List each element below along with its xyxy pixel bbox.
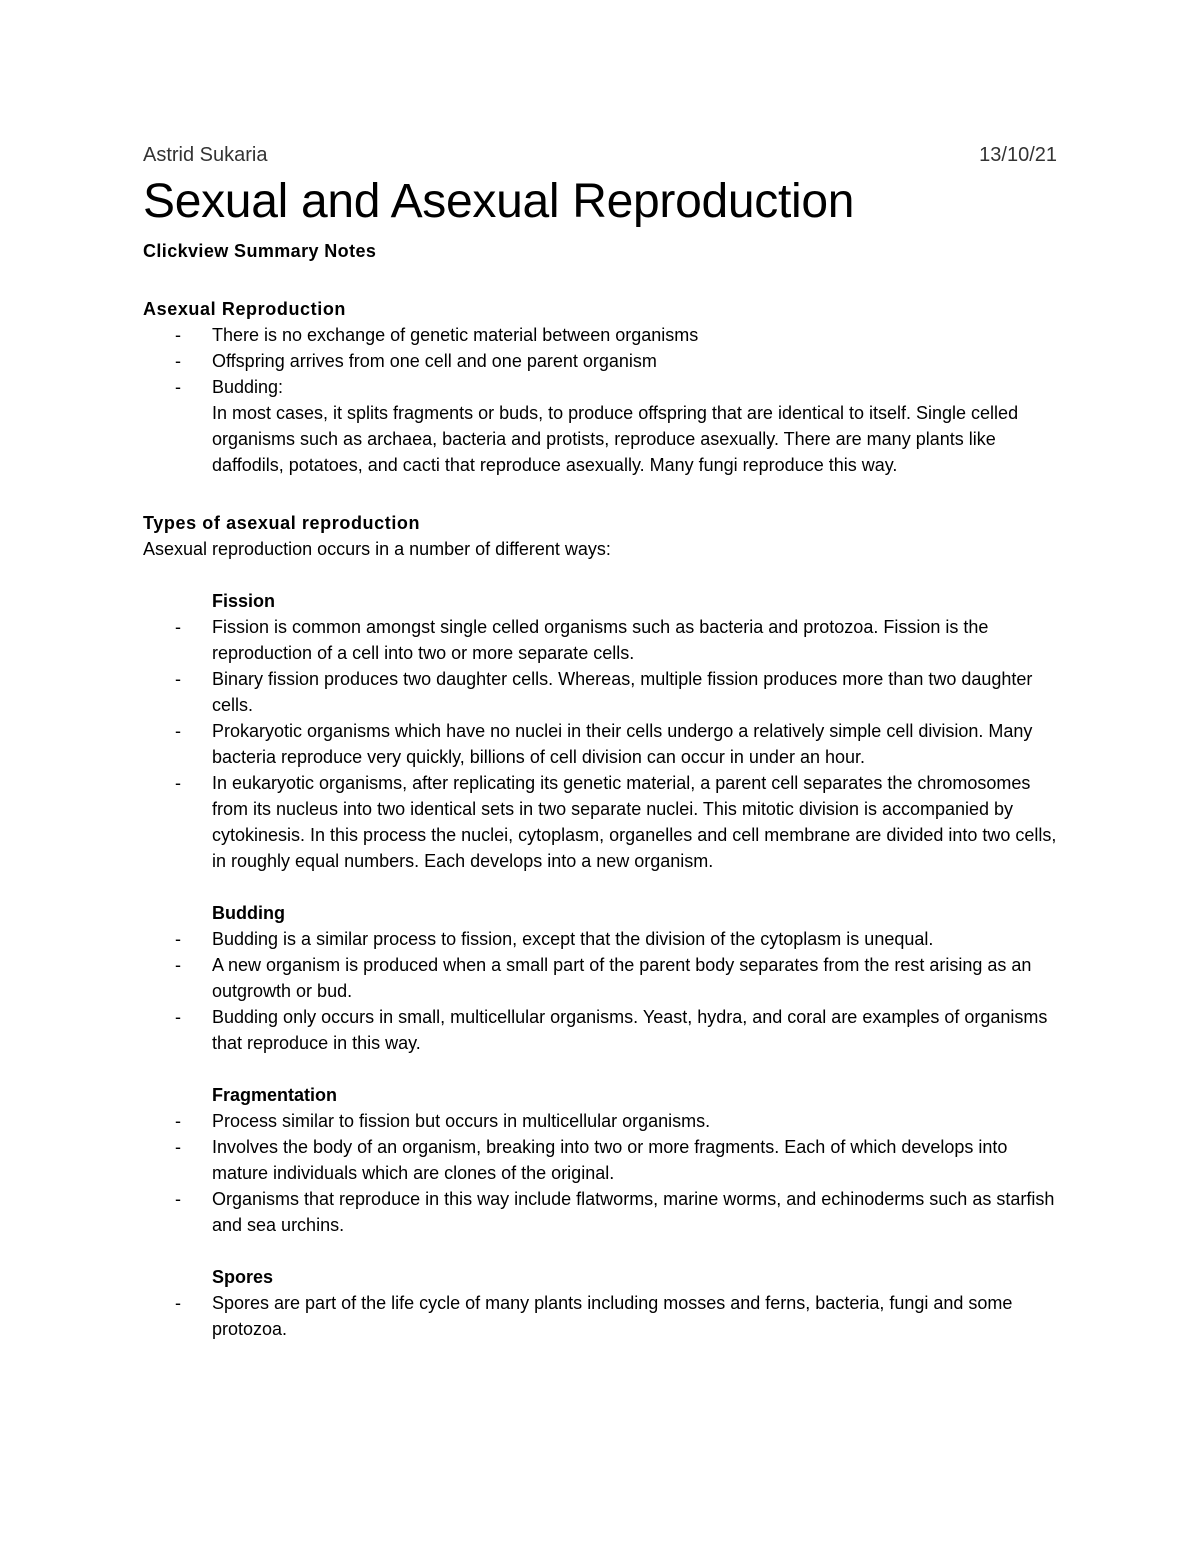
dash-bullet: - bbox=[175, 1189, 181, 1209]
list-item-text: Prokaryotic organisms which have no nuclei in their cells undergo a relatively simple cell division. Many bacteria reproduce very quickly, billions of cell division can occur in under an hour. bbox=[212, 721, 1033, 767]
list-item-text: Fission is common amongst single celled organisms such as bacteria and protozoa. Fission is the reproduction of a cell into two or more separate cells. bbox=[212, 617, 989, 663]
fragmentation-heading: Fragmentation bbox=[212, 1085, 338, 1105]
list-item-text: Budding: bbox=[212, 377, 284, 397]
dash-bullet: - bbox=[175, 955, 181, 975]
list-item-text: Binary fission produces two daughter cells. Whereas, multiple fission produces more than two daughter cells. bbox=[212, 669, 1033, 715]
list-item-text: Offspring arrives from one cell and one parent organism bbox=[212, 351, 657, 371]
dash-bullet: - bbox=[175, 325, 181, 345]
asexual-reproduction-heading: Asexual Reproduction bbox=[143, 299, 347, 319]
fission-list bbox=[143, 614, 1057, 874]
document-header bbox=[143, 138, 1057, 172]
dash-bullet: - bbox=[175, 1293, 181, 1313]
asexual-reproduction-list bbox=[143, 322, 1057, 478]
list-item bbox=[143, 1134, 1057, 1186]
list-item-text: In eukaryotic organisms, after replicating its genetic material, a parent cell separates the chromosomes from its nucleus into two identical sets in two separate nuclei. This mitotic division is accompanied by cytokinesis. In this process the nuclei, cytoplasm, organelles and cell membrane are divided into two cells, in roughly equal numbers. Each develops into a new organism. bbox=[212, 773, 1057, 871]
budding-heading: Budding bbox=[212, 903, 285, 923]
author-name: Astrid Sukaria bbox=[143, 144, 268, 166]
list-item-text: Budding only occurs in small, multicellular organisms. Yeast, hydra, and coral are examples of organisms that reproduce in this way. bbox=[212, 1007, 1048, 1053]
list-item bbox=[143, 1108, 1057, 1134]
dash-bullet: - bbox=[175, 773, 181, 793]
list-item-text: A new organism is produced when a small part of the parent body separates from the rest arising as an outgrowth or bud. bbox=[212, 955, 1032, 1001]
list-item bbox=[143, 1004, 1057, 1056]
list-item bbox=[143, 348, 1057, 374]
dash-bullet: - bbox=[175, 929, 181, 949]
fission-heading: Fission bbox=[212, 591, 276, 611]
fragmentation-list bbox=[143, 1108, 1057, 1238]
types-intro-text: Asexual reproduction occurs in a number of different ways: bbox=[143, 539, 611, 559]
list-item bbox=[143, 1186, 1057, 1238]
dash-bullet: - bbox=[175, 351, 181, 371]
document-title: Sexual and Asexual Reproduction bbox=[143, 175, 855, 228]
list-item-text: There is no exchange of genetic material between organisms bbox=[212, 325, 699, 345]
list-item bbox=[143, 926, 1057, 952]
list-item-text: Budding is a similar process to fission, except that the division of the cytoplasm is unequal. bbox=[212, 929, 934, 949]
dash-bullet: - bbox=[175, 669, 181, 689]
list-item bbox=[143, 1290, 1057, 1342]
list-item bbox=[143, 770, 1057, 874]
dash-bullet: - bbox=[175, 377, 181, 397]
document-page bbox=[143, 138, 1057, 1342]
list-item-text: Involves the body of an organism, breaking into two or more fragments. Each of which develops into mature individuals which are clones of the original. bbox=[212, 1137, 1008, 1183]
spores-heading: Spores bbox=[212, 1267, 274, 1287]
document-subtitle: Clickview Summary Notes bbox=[143, 241, 377, 261]
dash-bullet: - bbox=[175, 1137, 181, 1157]
list-item bbox=[143, 322, 1057, 348]
list-item bbox=[143, 374, 1057, 478]
spores-list bbox=[143, 1290, 1057, 1342]
list-item-text: Process similar to fission but occurs in multicellular organisms. bbox=[212, 1111, 711, 1131]
list-item bbox=[143, 614, 1057, 666]
list-item-text: Organisms that reproduce in this way include flatworms, marine worms, and echinoderms such as starfish and sea urchins. bbox=[212, 1189, 1055, 1235]
list-item bbox=[143, 718, 1057, 770]
dash-bullet: - bbox=[175, 721, 181, 741]
dash-bullet: - bbox=[175, 617, 181, 637]
list-item bbox=[143, 952, 1057, 1004]
budding-list bbox=[143, 926, 1057, 1056]
types-of-asexual-reproduction-heading: Types of asexual reproduction bbox=[143, 513, 421, 533]
list-item-text: Spores are part of the life cycle of many plants including mosses and ferns, bacteria, fungi and some protozoa. bbox=[212, 1293, 1013, 1339]
dash-bullet: - bbox=[175, 1111, 181, 1131]
dash-bullet: - bbox=[175, 1007, 181, 1027]
budding-description: In most cases, it splits fragments or buds, to produce offspring that are identical to itself. Single celled organisms such as archaea, bacteria and protists, reproduce asexually. There are many plants like daffodils, potatoes, and cacti that reproduce asexually. Many fungi reproduce this way. bbox=[212, 403, 1019, 475]
list-item bbox=[143, 666, 1057, 718]
document-date: 13/10/21 bbox=[979, 144, 1057, 166]
